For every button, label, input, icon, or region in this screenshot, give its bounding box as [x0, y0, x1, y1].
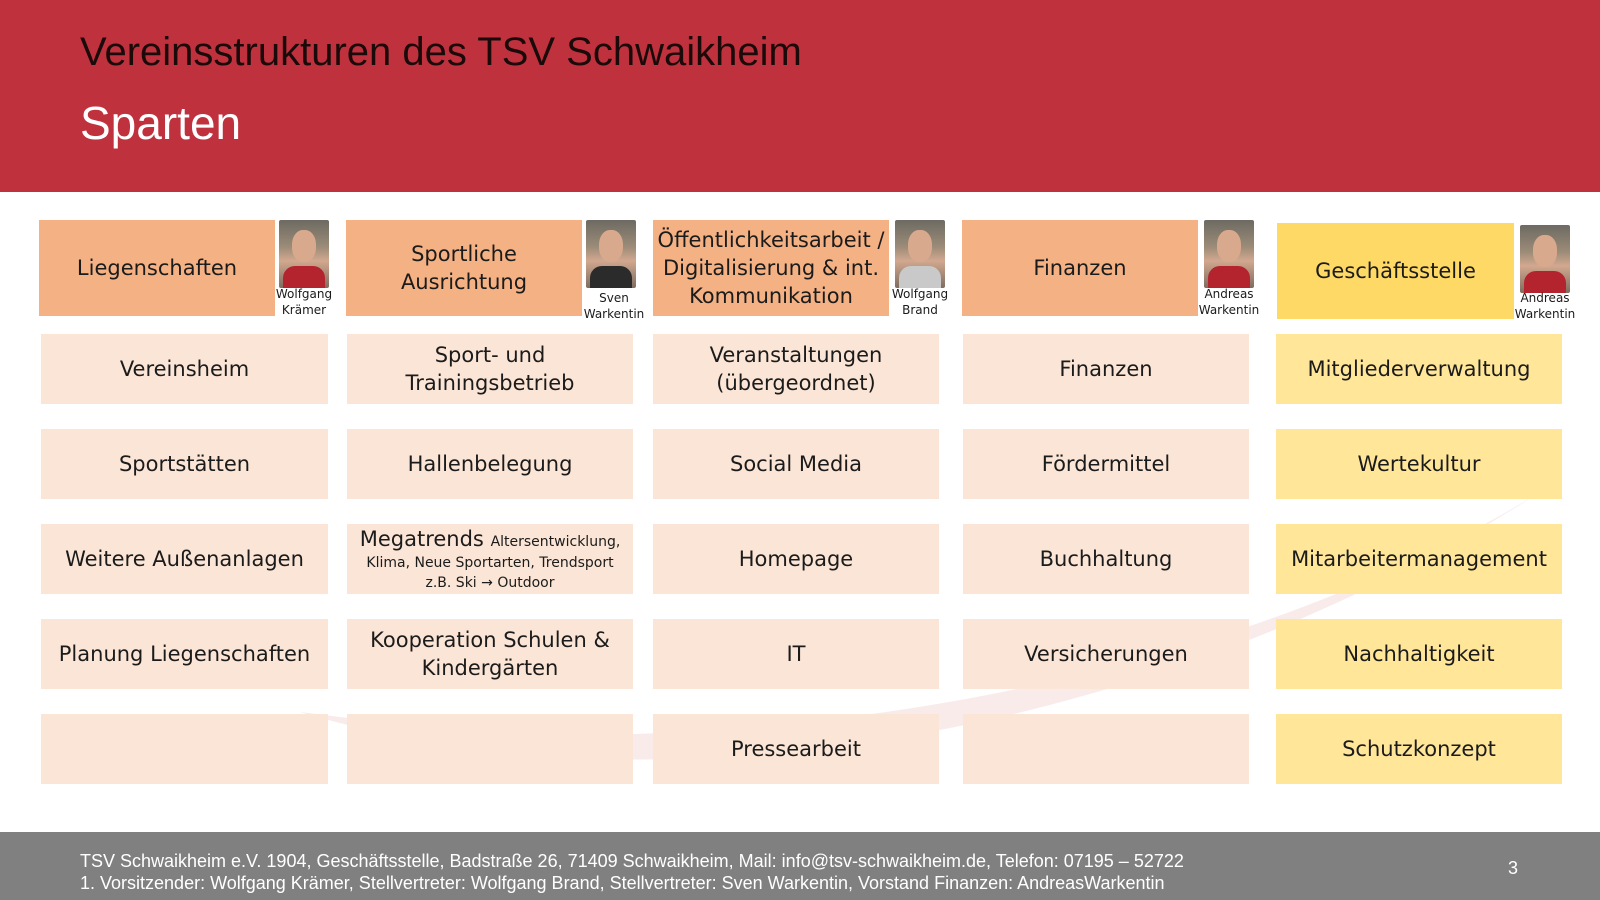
footer-address-line: TSV Schwaikheim e.V. 1904, Geschäftsstelle, Badstraße 26, 71409 Schwaikheim, Mail: info@tsv-schwaikheim.de, Telefon: 07195 – 52722 [80, 851, 1184, 871]
megatrends-detail: Outdoor [497, 575, 555, 591]
division-heading-line: Kommunikation [689, 284, 853, 308]
division-heading-liegenschaften [39, 220, 275, 316]
arrow-right-icon: → [481, 575, 493, 591]
person-first-name: Andreas [1204, 287, 1254, 301]
person-name-sven-warkentin [582, 290, 646, 322]
task-box: Schutzkonzept [1276, 714, 1562, 784]
person-last-name: Warkentin [1198, 303, 1260, 317]
task-box: Homepage [653, 524, 939, 594]
person-last-name: Warkentin [583, 307, 645, 321]
task-box: IT [653, 619, 939, 689]
task-box-empty [347, 714, 633, 784]
division-heading-text: Finanzen [1033, 256, 1127, 280]
division-heading-finanzen [962, 220, 1198, 316]
task-box: Vereinsheim [41, 334, 328, 404]
task-box: Nachhaltigkeit [1276, 619, 1562, 689]
person-photo-wolfgang-brand [895, 220, 945, 288]
task-text-line: Veranstaltungen [709, 343, 883, 367]
division-heading-sportliche-ausrichtung [346, 220, 582, 316]
task-text-line: (übergeordnet) [716, 371, 876, 395]
slide-title: Vereinsstrukturen des TSV Schwaikheim [80, 30, 802, 74]
person-last-name: Warkentin [1514, 307, 1576, 321]
person-name-andreas-warkentin [1197, 286, 1261, 318]
division-heading-geschaeftsstelle [1277, 223, 1514, 319]
task-box: Fördermittel [963, 429, 1249, 499]
person-first-name: Sven [599, 291, 629, 305]
task-box: Wertekultur [1276, 429, 1562, 499]
division-heading-text: Liegenschaften [76, 256, 238, 280]
task-box: Sport- und Trainingsbetrieb [347, 334, 633, 404]
task-box: Planung Liegenschaften [41, 619, 328, 689]
task-box-empty [963, 714, 1249, 784]
megatrends-detail: Altersentwicklung, [490, 534, 621, 550]
division-heading-oeffentlichkeitsarbeit [653, 220, 889, 316]
megatrends-detail: z.B. Ski [425, 575, 477, 591]
person-last-name: Brand [902, 303, 938, 317]
division-heading-line: Sportliche [411, 242, 517, 266]
task-box: Social Media [653, 429, 939, 499]
person-photo-andreas-warkentin [1520, 225, 1570, 293]
task-box: Weitere Außenanlagen [41, 524, 328, 594]
person-name-wolfgang-brand [888, 286, 952, 318]
person-photo-andreas-warkentin [1204, 220, 1254, 288]
task-box: Buchhaltung [963, 524, 1249, 594]
task-box: Pressearbeit [653, 714, 939, 784]
task-text-line: Kindergärten [421, 656, 559, 680]
task-box: Versicherungen [963, 619, 1249, 689]
person-first-name: Wolfgang [891, 287, 949, 301]
person-photo-wolfgang-kraemer [279, 220, 329, 288]
division-heading-text: Geschäftsstelle [1315, 259, 1476, 283]
megatrends-detail: Klima, Neue Sportarten, Trendsport [366, 555, 614, 571]
page-number: 3 [1508, 858, 1519, 878]
megatrends-title: Megatrends [359, 527, 484, 551]
person-name-andreas-warkentin [1513, 290, 1577, 322]
person-photo-sven-warkentin [586, 220, 636, 288]
person-name-wolfgang-kraemer [272, 286, 336, 318]
slide-subtitle: Sparten [80, 97, 242, 149]
task-box-empty [41, 714, 328, 784]
task-box-megatrends [347, 524, 633, 594]
task-box: Sportstätten [41, 429, 328, 499]
person-last-name: Krämer [281, 303, 327, 317]
task-box-cooperation [347, 619, 633, 689]
division-heading-line: Ausrichtung [400, 270, 528, 294]
division-heading-line: Digitalisierung & int. [663, 256, 879, 280]
task-box-events [653, 334, 939, 404]
task-box: Mitarbeitermanagement [1276, 524, 1562, 594]
task-box: Finanzen [963, 334, 1249, 404]
person-first-name: Wolfgang [275, 287, 333, 301]
division-heading-line: Öffentlichkeitsarbeit / [657, 228, 885, 252]
task-box: Mitgliederverwaltung [1276, 334, 1562, 404]
task-text-line: Kooperation Schulen & [370, 628, 610, 652]
footer-board-line: 1. Vorsitzender: Wolfgang Krämer, Stellvertreter: Wolfgang Brand, Stellvertreter: Sven Warkentin, Vorstand Finanzen: AndreasWarkentin [80, 873, 1165, 893]
task-box: Hallenbelegung [347, 429, 633, 499]
person-first-name: Andreas [1520, 291, 1570, 305]
